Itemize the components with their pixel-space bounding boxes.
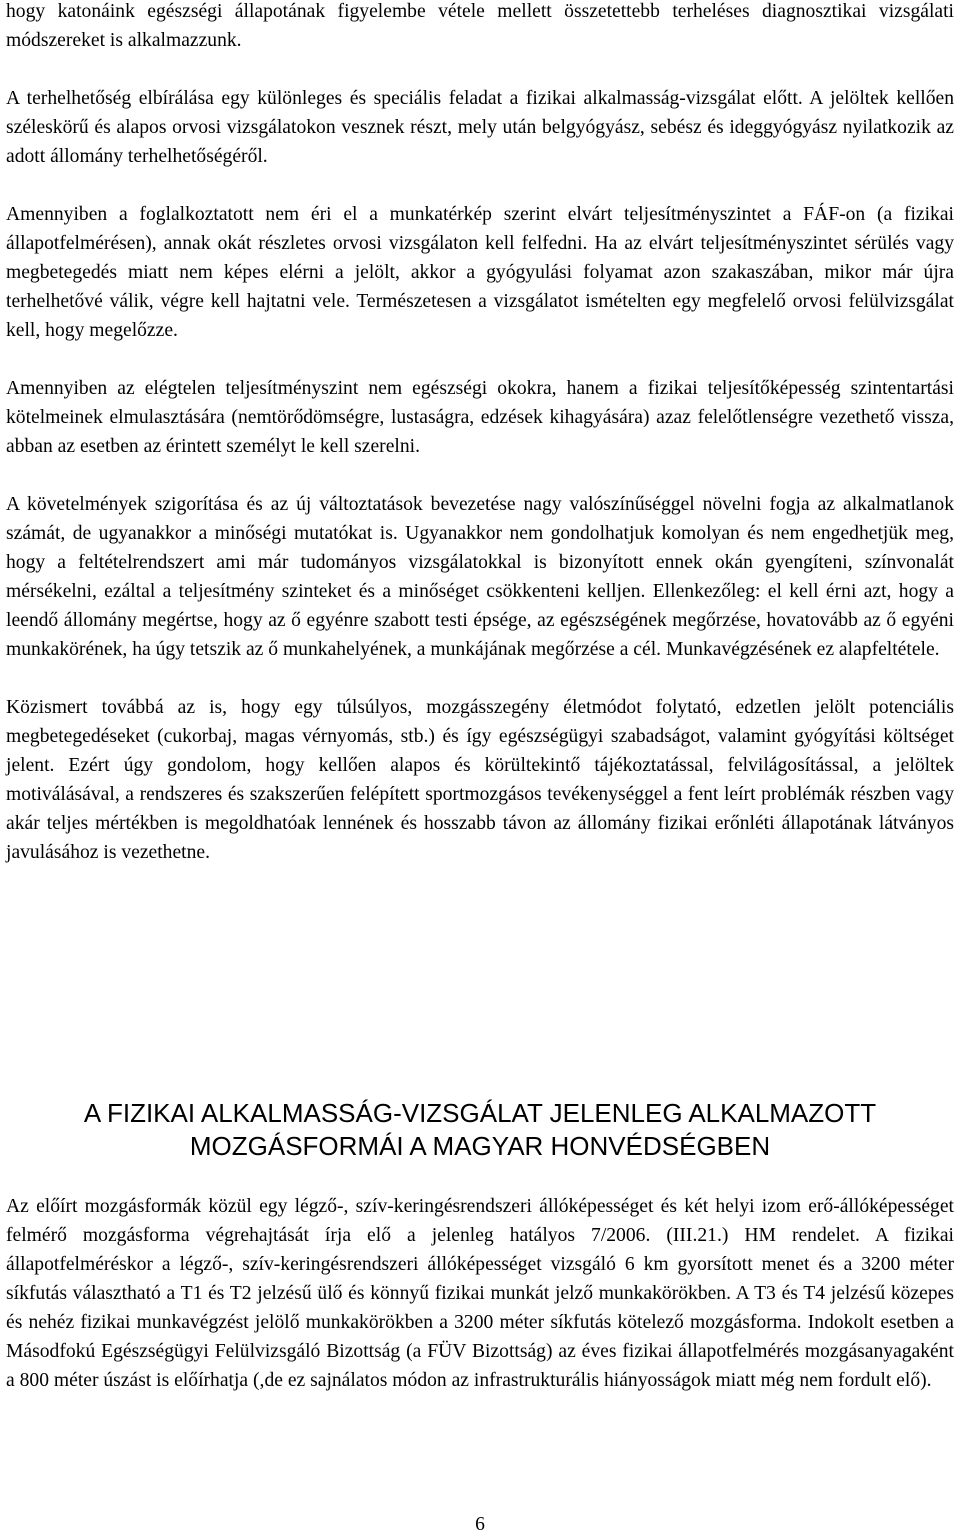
paragraph-5: A követelmények szigorítása és az új változtatások bevezetése nagy valószínűséggel növelni fogja az alkalmatlanok számát, de ugyanakkor a minőségi mutatókat is. Ugyanakkor nem gondolhatjuk komolyan és nem engedhetjük meg, hogy a feltételrendszert ami már tudományos vizsgálatokkal is bizonyított ennek okán gyengíteni, színvonalát mérsékelni, ezáltal a teljesítmény szinteket és a minőséget csökkenteni kelljen. Ellenkezőleg: el kell érni azt, hogy a leendő állomány megértse, hogy az ő egyénre szabott testi épsége, az egészségének megőrzése, hovatovább az ő egyéni munkakörének, ha úgy tetszik az ő munkahelyének, a munkájának megőrzése a cél. Munkavégzésének ez alapfeltétele.: [6, 494, 954, 660]
paragraph-2: A terhelhetőség elbírálása egy különleges és speciális feladat a fizikai alkalmasság-vizsgálat előtt. A jelöltek kellően széleskörű és alapos orvosi vizsgálatokon vesznek részt, mely után belgyógyász, sebész és ideggyógyász nyilatkozik az adott állomány terhelhetőségéről.: [6, 88, 954, 167]
section-heading-line-2: MOZGÁSFORMÁI A MAGYAR HONVÉDSÉGBEN: [189, 1131, 771, 1161]
paragraph-3: Amennyiben a foglalkoztatott nem éri el a munkatérkép szerint elvárt teljesítményszintet a FÁF-on (a fizikai állapotfelmérésen), annak okát részletes orvosi vizsgálaton kell felfedni. Ha az elvárt teljesítményszintet sérülés vagy megbetegedés miatt nem képes elérni a jelölt, akkor a gyógyulási folyamat azon szakaszában, mikor már újra terhelhetővé válik, végre kell hajtatni vele. Természetesen a vizsgálatot ismételten egy megfelelő orvosi felülvizsgálat kell, hogy megelőzze.: [6, 204, 954, 341]
paragraph-6: Közismert továbbá az is, hogy egy túlsúlyos, mozgásszegény életmódot folytató, edzetlen jelölt potenciális megbetegedéseket (cukorbaj, magas vérnyomás, stb.) és így egészségügyi szabadságot, valamint gyógyítási költséget jelent. Ezért úgy gondolom, hogy kellően alapos és körültekintő tájékoztatással, felvilágosítással, a jelöltek motiválásával, a rendszeres és szakszerűen felépített sportmozgásos tevékenységgel a fent leírt problémák részben vagy akár teljes mértékben is megoldhatóak lennének és hosszabb távon az állomány fizikai erőnléti állapotának látványos javulásához is vezethetne.: [6, 697, 954, 863]
paragraph-1: hogy katonáink egészségi állapotának figyelembe vétele mellett összetettebb terheléses diagnosztikai vizsgálati módszereket is alkalmazzunk.: [6, 1, 954, 51]
document-body: [6, 0, 954, 867]
section-body: [6, 1192, 954, 1395]
section-heading: [6, 1097, 954, 1163]
paragraph-7: Az előírt mozgásformák közül egy légző-, szív-keringésrendszeri állóképességet és két helyi izom erő-állóképességet felmérő mozgásforma végrehajtását írja elő a jelenleg hatályos 7/2006. (III.21.) HM rendelet. A fizikai állapotfelméréskor a légző-, szív-keringésrendszeri állóképességet vizsgáló 6 km gyorsított menet és a 3200 méter síkfutás választható a T1 és T2 jelzésű ülő és könnyű fizikai munkát jelző munkakörökben. A T3 és T4 jelzésű közepes és nehéz fizikai munkavégzést jelölő munkakörökben a 3200 méter síkfutás kötelező mozgásforma. Indokolt esetben a Másodfokú Egészségügyi Felülvizsgáló Bizottság (a FÜV Bizottság) az éves fizikai állapotfelmérés mozgásanyagaként a 800 méter úszást is előírhatja (,de ez sajnálatos módon az infrastrukturális hiányosságok miatt még nem fordult elő).: [6, 1196, 954, 1391]
section-heading-line-1: A FIZIKAI ALKALMASSÁG-VIZSGÁLAT JELENLEG ALKALMAZOTT: [83, 1098, 877, 1128]
page-number: 6: [475, 1514, 485, 1535]
paragraph-4: Amennyiben az elégtelen teljesítményszint nem egészségi okokra, hanem a fizikai teljesítőképesség szintentartási kötelmeinek elmulasztására (nemtörődömségre, lustaságra, edzések kihagyására) azaz felelőtlenségre vezethető vissza, abban az esetben az érintett személyt le kell szerelni.: [6, 378, 954, 457]
